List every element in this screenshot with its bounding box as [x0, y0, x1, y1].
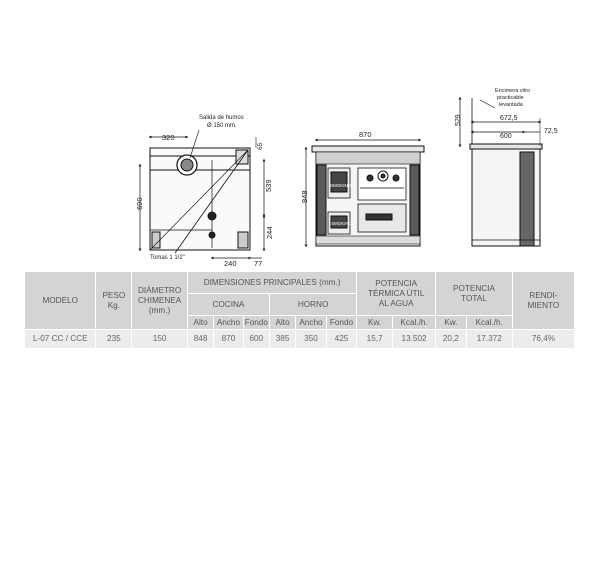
- dim-77: 77: [254, 259, 263, 268]
- dim-529: 529: [455, 114, 462, 126]
- smoke-outlet-label: Salida de humos: [199, 115, 244, 121]
- header-cocina-alto: Alto: [187, 316, 213, 330]
- vitro-annotation-line3: levantada: [499, 102, 523, 108]
- smoke-outlet-diameter: Ø 150 mm.: [207, 123, 237, 129]
- cell-agua-kw: 15,7: [357, 330, 393, 349]
- cell-cocina-alto: 848: [187, 330, 213, 349]
- dim-848: 848: [300, 190, 309, 203]
- header-agua-kcal: Kcal./h.: [392, 316, 435, 330]
- cell-modelo: L-07 CC / CCE: [25, 330, 96, 349]
- vitro-annotation-line1: Encimera vitro: [495, 88, 531, 94]
- header-peso: PESO Kg.: [96, 272, 132, 330]
- dim-65: 65: [257, 142, 264, 150]
- cell-cocina-ancho: 870: [214, 330, 243, 349]
- header-horno-fondo: Fondo: [326, 316, 357, 330]
- brand-label-bottom: SMOKING: [331, 221, 353, 226]
- cell-agua-kcal: 13.502: [392, 330, 435, 349]
- header-agua-kw: Kw.: [357, 316, 393, 330]
- dim-320: 320: [162, 133, 175, 142]
- vitro-annotation-line2: practicable: [497, 95, 524, 101]
- table-row: [25, 330, 575, 349]
- cell-horno-fondo: 425: [326, 330, 357, 349]
- cell-horno-ancho: 350: [296, 330, 326, 349]
- side-view-left: [140, 130, 264, 258]
- specs-table: [24, 271, 575, 349]
- dim-690: 690: [135, 197, 144, 210]
- cell-total-kw: 20,2: [436, 330, 466, 349]
- header-potencia-total: POTENCIA TOTAL: [436, 272, 513, 316]
- cell-diametro: 150: [132, 330, 188, 349]
- header-rendimiento: RENDI- MIENTO: [512, 272, 574, 330]
- header-cocina: COCINA: [187, 294, 269, 316]
- header-dimensiones: DIMENSIONES PRINCIPALES (mm.): [187, 272, 356, 294]
- header-horno-alto: Alto: [269, 316, 295, 330]
- tomas-label: Tomas 1 1/2": [150, 255, 185, 261]
- brand-label-top: SMOKING: [330, 183, 352, 188]
- header-potencia-agua: POTENCIA TÉRMICA ÚTIL AL AGUA: [357, 272, 436, 316]
- dim-244: 244: [265, 226, 274, 239]
- header-diametro: DIÁMETRO CHIMENEA (mm.): [132, 272, 188, 330]
- header-horno-ancho: Ancho: [296, 316, 326, 330]
- front-view: [306, 140, 424, 246]
- cell-total-kcal: 17.372: [466, 330, 512, 349]
- cell-horno-alto: 385: [269, 330, 295, 349]
- header-cocina-fondo: Fondo: [243, 316, 269, 330]
- cell-peso: 235: [96, 330, 132, 349]
- dim-72: 72,5: [544, 128, 558, 135]
- technical-drawing: [0, 0, 601, 270]
- header-total-kcal: Kcal./h.: [466, 316, 512, 330]
- header-horno: HORNO: [269, 294, 356, 316]
- header-total-kw: Kw.: [436, 316, 466, 330]
- cell-rendimiento: 76,4%: [512, 330, 574, 349]
- dim-672: 672,5: [500, 115, 518, 122]
- dim-870: 870: [359, 130, 372, 139]
- dim-600: 600: [500, 133, 512, 140]
- header-cocina-ancho: Ancho: [214, 316, 243, 330]
- dim-539: 539: [264, 179, 273, 192]
- cell-cocina-fondo: 600: [243, 330, 269, 349]
- dim-240: 240: [224, 259, 237, 268]
- header-modelo: MODELO: [25, 272, 96, 330]
